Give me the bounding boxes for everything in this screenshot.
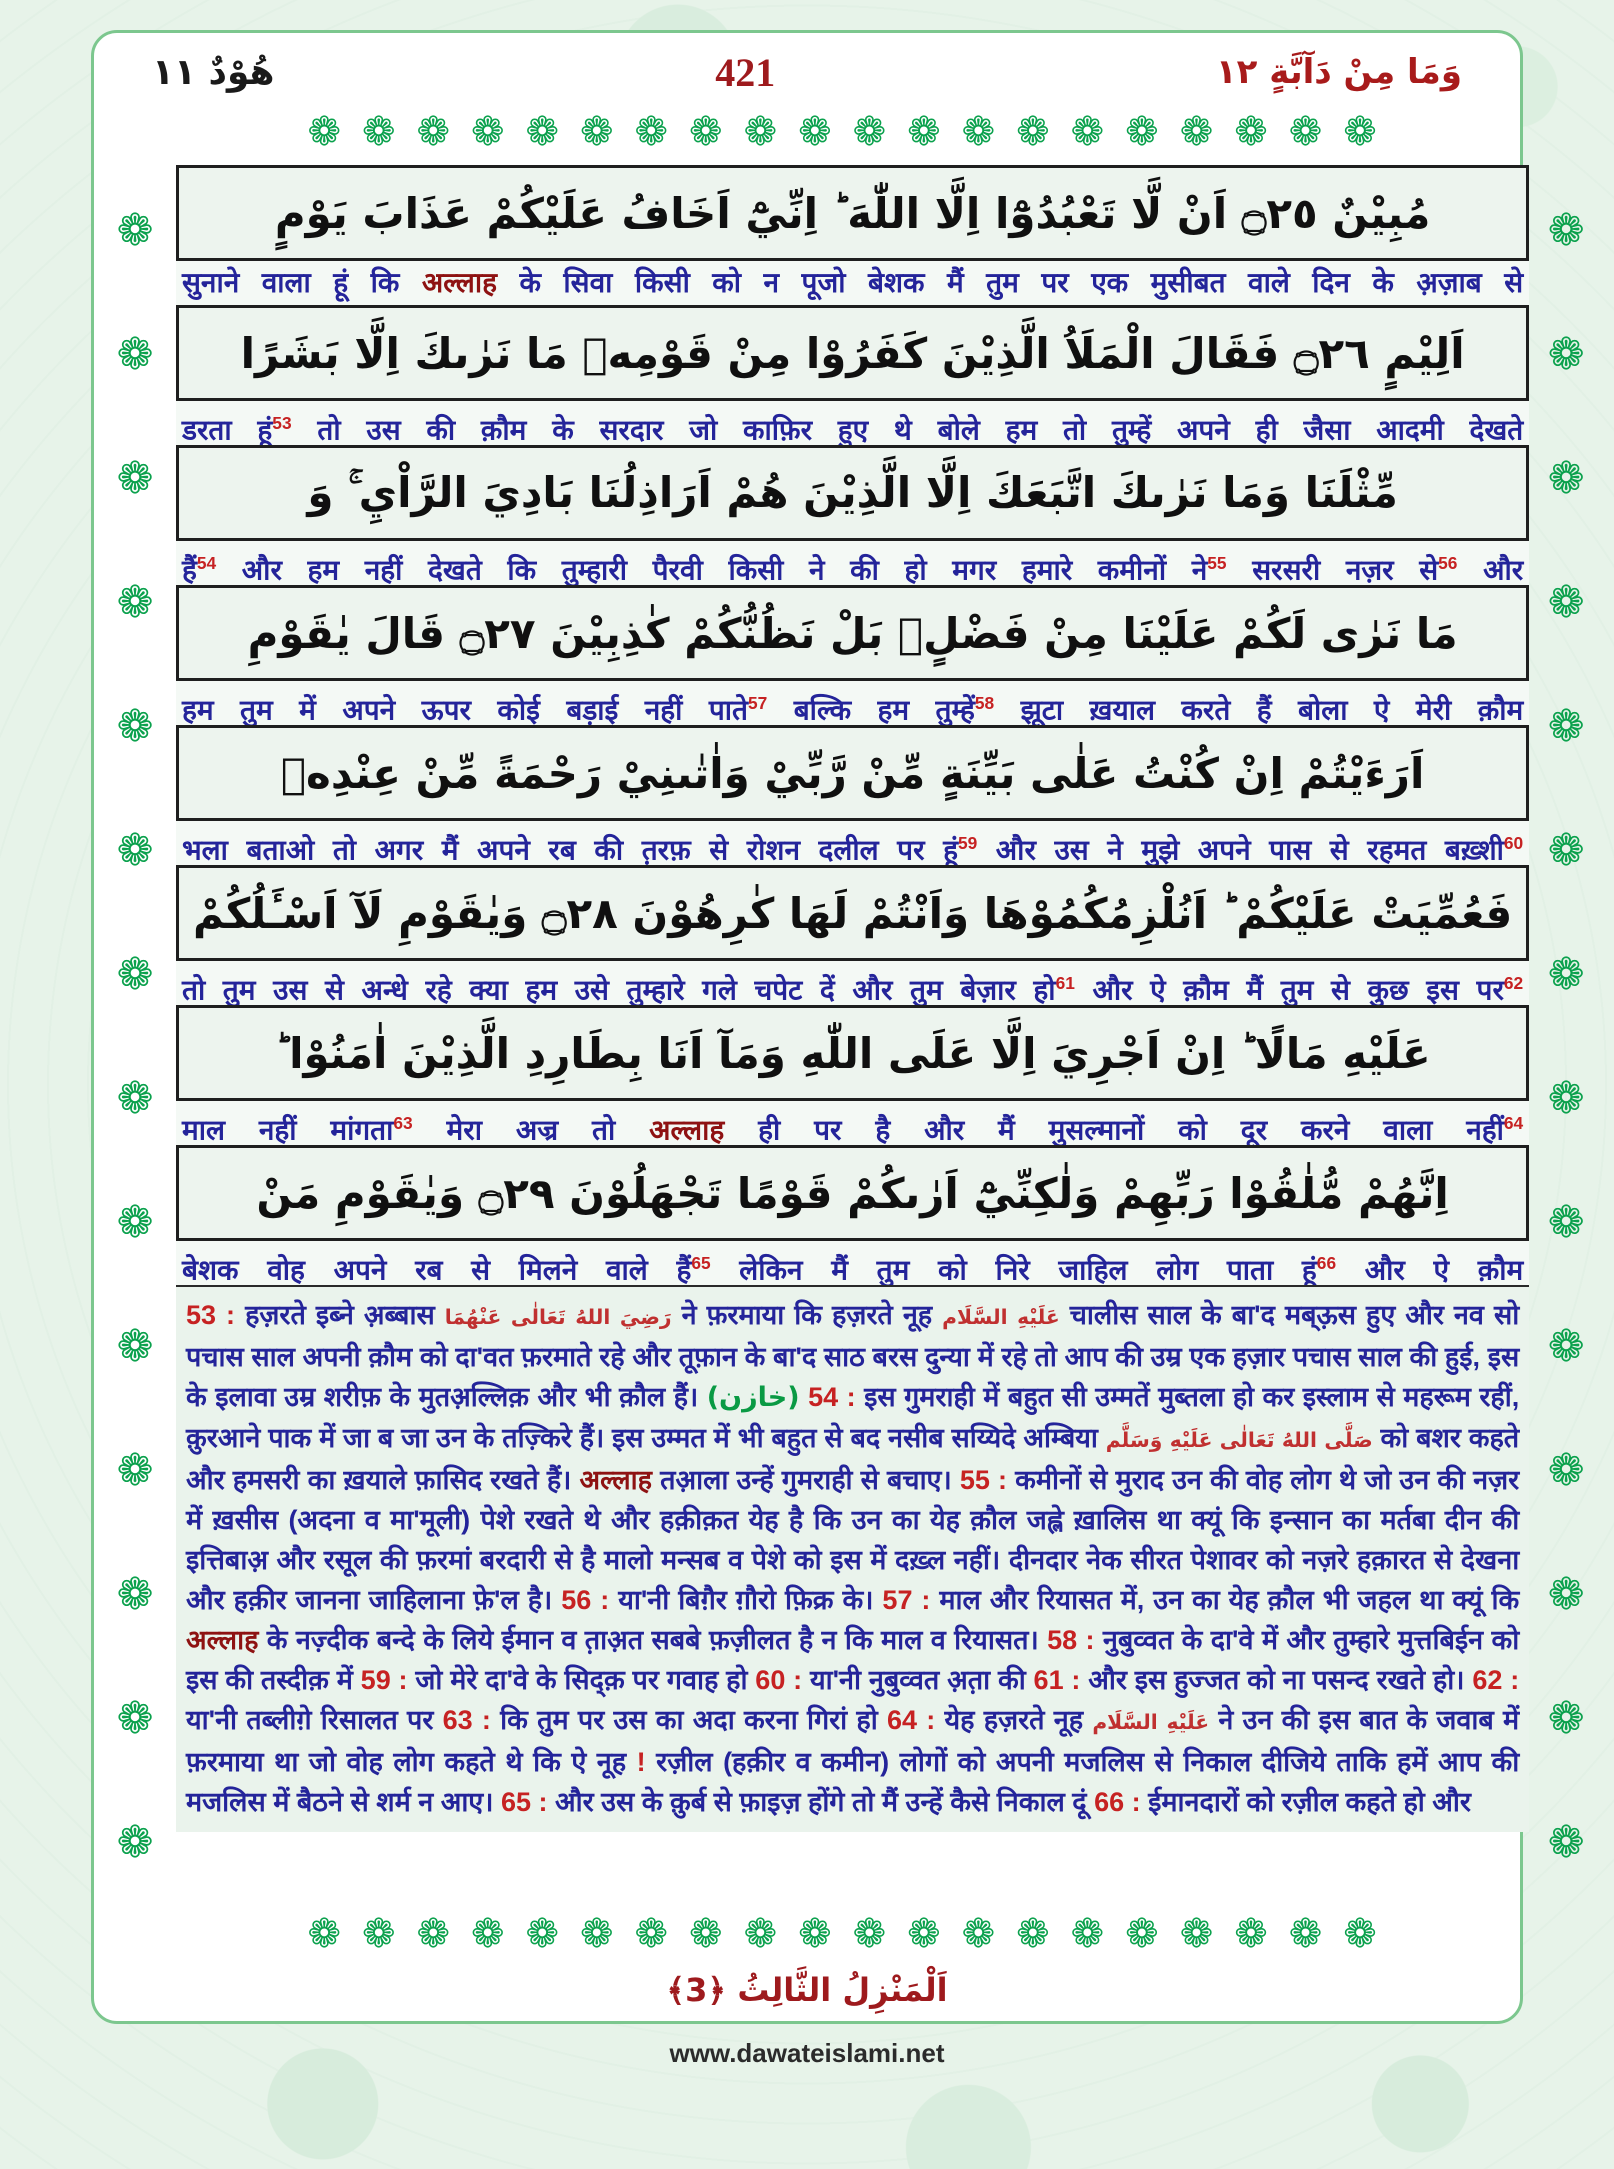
hindi-translation-line: सुनाने वाला हूं कि अल्लाह के सिवा किसी को न पूजो बेशक मैं तुम पर एक मुसीबत वाले दिन के अ़ज़ाब से xyxy=(176,261,1529,305)
hindi-translation-line: बेशक वोह अपने रब से मिलने वाले हैं$^{65}$ लेकिन मैं तुम को निरे जाहिल लोग पाता हूं$^{66}$ और ऐ क़ौम xyxy=(176,1241,1529,1285)
footnotes-block: 53 : हज़रते इब्ने अ़ब्बास رَضِيَ اللهُ تَعَالٰى عَنْهُمَا ने फ़रमाया कि हज़रते नूह عَلَيْهِ السَّلَام चालीस साल के बा'द मब्ऊ़स हुए और नव सो पचास साल अपनी क़ौम को दा'वत फ़रमाते रहे और तूफ़ान के बा'द साठ बरस दुन्या में रहे तो आप की उम्र एक हज़ार पचास साल की हुई, इस के इलावा उम्र शरीफ़ के मुतअ़ल्लिक़ और भी क़ौल हैं। (خازن) 54 : इस गुमराही में बहुत सी उम्मतें मुब्तला हो कर इस्लाम से महरूम रहीं, क़ुरआने पाक में जा ब जा उन के तज़्किरे हैं। इस उम्मत में भी बहुत से बद नसीब सय्यिदे अम्बिया صَلَّى اللهُ تَعَالٰى عَلَيْهِ وَسَلَّم को बशर कहते और हमसरी का ख़याले फ़ासिद रखते हैं। अल्लाह तआ़ला उन्हें गुमराही से बचाए। 55 : कमीनों से मुराद उन की वोह लोग थे जो उन की नज़र में ख़सीस (अदना व मा'मूली) पेशे रखते थे और हक़ीक़त येह है कि उन का येह क़ौल जह्ले ख़ालिस था क्यूं कि इन्सान का मर्तबा दीन की इत्तिबाअ़ और रसूल की फ़रमां बरदारी से है मालो मन्सब व पेशे को इस में दख़्ल नहीं। दीनदार नेक सीरत पेशावर को नज़रे हक़ारत से देखना और हक़ीर जानना जाहिलाना फ़े'ल है। 56 : या'नी बिग़ैर ग़ौरो फ़िक्र के। 57 : माल और रियासत में, उन का येह क़ौल भी जहल था क्यूं कि अल्लाह के नज़्दीक बन्दे के लिये ईमान व त़ाअ़त सबबे फ़ज़ीलत है न कि माल व रियासत। 58 : नुबुव्वत के दा'वे में और तुम्हारे मुत्तबिईन को इस की तस्दीक़ में 59 : जो मेरे दा'वे के सिद्क़ पर गवाह हो 60 : या'नी नुबुव्वत अ़त़ा की 61 : और इस हुज्जत को ना पसन्द रखते हो। 62 : या'नी तब्लीग़े रिसालत पर 63 : कि तुम पर उस का अदा करना गिरां हो 64 : येह हज़रते नूह عَلَيْهِ السَّلَام ने उन की इस बात के जवाब में फ़रमाया था जो वोह लोग कहते थे कि ऐ नूह ! रज़ील (हक़ीर व कमीन) लोगों को अपनी मजलिस से निकाल दीजिये ताकि हमें आप की मजलिस में बैठने से शर्म न आए। 65 : और उस के क़ुर्ब से फ़ाइज़ होंगे तो मैं उन्हें कैसे निकाल दूं 66 : ईमानदारों को रज़ील कहते हो और xyxy=(176,1285,1529,1832)
page-header xyxy=(104,39,1510,103)
arabic-verse-line: اَرَءَيْتُمْ اِنْ كُنْتُ عَلٰى بَيِّنَةٍ مِّنْ رَّبِّيْ وَاٰتٰىنِيْ رَحْمَةً مِّنْ عِنْدِهٖ xyxy=(176,725,1529,821)
publisher-website: www.dawateislami.net xyxy=(669,2038,945,2068)
hindi-translation-line: तो तुम उस से अन्धे रहे क्या हम उसे तुम्हारे गले चपेट दें और तुम बेज़ार हो$^{61}$ और ऐ क़ौम मैं तुम से कुछ इस पर$^{62}$ xyxy=(176,961,1529,1005)
quran-page xyxy=(91,30,1585,2024)
verse-row xyxy=(176,305,1529,445)
border-ornament-bottom: ❁❁❁❁❁❁❁❁❁❁❁❁❁❁❁❁❁❁❁❁ xyxy=(307,1912,1398,1956)
juz-name-label: وَمَا مِنْ دَآبَّةٍ ١٢ xyxy=(1215,52,1462,92)
verse-row xyxy=(176,1145,1529,1285)
arabic-verse-line: عَلَيْهِ مَالًا ؕ اِنْ اَجْرِيَ اِلَّا عَلَى اللّٰهِ وَمَآ اَنَا بِطَارِدِ الَّذِيْنَ اٰمَنُوْا ؕ xyxy=(176,1005,1529,1101)
border-ornament-top: ❁❁❁❁❁❁❁❁❁❁❁❁❁❁❁❁❁❁❁❁ xyxy=(307,110,1398,154)
verse-row xyxy=(176,165,1529,305)
page-content xyxy=(170,161,1535,1905)
border-ornament-right: ❁❁❁❁❁❁❁❁❁❁❁❁❁❁ xyxy=(1547,206,1585,1867)
hindi-translation-line: भला बताओ तो अगर मैं अपने रब की त़रफ़ से रोशन दलील पर हूं$^{59}$ और उस ने मुझे अपने पास से रहमत बख़्शी$^{60}$ xyxy=(176,821,1529,865)
ornamental-frame xyxy=(104,103,1585,1963)
hindi-translation-line: हैं$^{54}$ और हम नहीं देखते कि तुम्हारी पैरवी किसी ने की हो मगर हमारे कमीनों ने$^{55}$ सरसरी नज़र से$^{56}$ और xyxy=(176,541,1529,585)
manzil-label xyxy=(104,1963,1510,2011)
hindi-translation-line: माल नहीं मांगता$^{63}$ मेरा अज्र तो अल्लाह ही पर है और मैं मुसल्मानों को दूर करने वाला नहीं$^{64}$ xyxy=(176,1101,1529,1145)
arabic-verse-line: مَا نَرٰى لَكُمْ عَلَيْنَا مِنْ فَضْلٍۭ بَلْ نَظُنُّكُمْ كٰذِبِيْنَ ۝٢٧ قَالَ يٰقَوْمِ xyxy=(176,585,1529,681)
arabic-verse-line: مِّثْلَنَا وَمَا نَرٰىكَ اتَّبَعَكَ اِلَّا الَّذِيْنَ هُمْ اَرَاذِلُنَا بَادِيَ الرَّاْيِ ۚ وَ xyxy=(176,445,1529,541)
arabic-verse-line: اَلِيْمٍ ۝٢٦ فَقَالَ الْمَلَاُ الَّذِيْنَ كَفَرُوْا مِنْ قَوْمِهٖ مَا نَرٰىكَ اِلَّا بَشَرًا xyxy=(176,305,1529,401)
arabic-verse-line: فَعُمِّيَتْ عَلَيْكُمْ ؕ اَنُلْزِمُكُمُوْهَا وَاَنْتُمْ لَهَا كٰرِهُوْنَ ۝٢٨ وَيٰقَوْمِ لَآ اَسْـَٔلُكُمْ xyxy=(176,865,1529,961)
hindi-translation-line: हम तुम में अपने ऊपर कोई बड़ाई नहीं पाते$^{57}$ बल्कि हम तुम्हें$^{58}$ झूटा ख़याल करते हैं बोला ऐ मेरी क़ौम xyxy=(176,681,1529,725)
manzil-number: ﴿3﴾ xyxy=(666,1971,727,2009)
verse-row xyxy=(176,1005,1529,1145)
verse-row xyxy=(176,865,1529,1005)
arabic-verse-line: اِنَّهُمْ مُّلٰقُوْا رَبِّهِمْ وَلٰكِنِّيْٓ اَرٰىكُمْ قَوْمًا تَجْهَلُوْنَ ۝٢٩ وَيٰقَوْمِ مَنْ xyxy=(176,1145,1529,1241)
surah-name-label: هُوْدٌ ١١ xyxy=(152,51,275,93)
verse-row xyxy=(176,585,1529,725)
arabic-verse-line: مُبِيْنٌ ۝٢٥ اَنْ لَّا تَعْبُدُوْٓا اِلَّا اللّٰهَ ؕ اِنِّيْٓ اَخَافُ عَلَيْكُمْ عَذَابَ يَوْمٍ xyxy=(176,165,1529,261)
page-number: 421 xyxy=(715,49,776,95)
verse-row xyxy=(176,725,1529,865)
hindi-translation-line: डरता हूं$^{53}$ तो उस की क़ौम के सरदार जो काफ़िर हुए थे बोले हम तो तुम्हें अपने ही जैसा आदमी देखते xyxy=(176,401,1529,445)
verse-row xyxy=(176,445,1529,585)
border-ornament-left: ❁❁❁❁❁❁❁❁❁❁❁❁❁❁ xyxy=(116,206,154,1867)
manzil-text: اَلْمَنْزِلُ الثَّالِثُ xyxy=(737,1971,948,2009)
